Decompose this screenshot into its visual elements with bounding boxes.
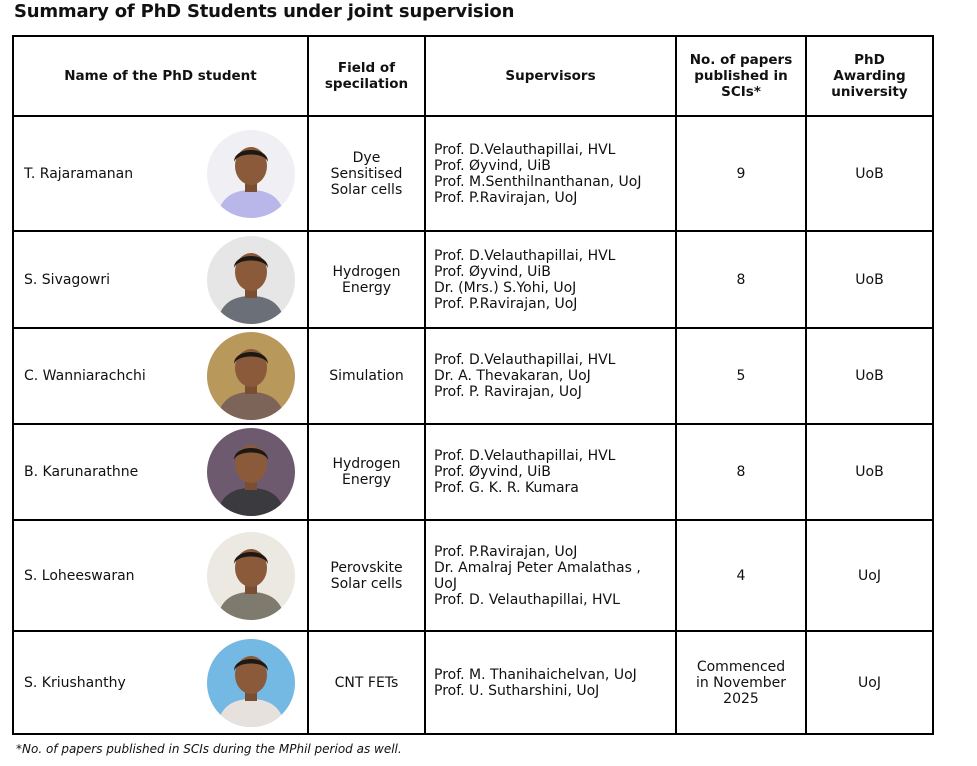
papers-cell [676,116,806,231]
papers-value: 5 [736,368,746,384]
papers-value: in November [695,674,787,691]
papers-cell [676,328,806,424]
student-name-cell [13,631,308,734]
student-name: C. Wanniarachchi [24,368,146,384]
papers-cell [676,631,806,734]
supervisor-line: Prof. P.Ravirajan, UoJ [434,189,578,206]
supervisor-line: Dr. (Mrs.) S.Yohi, UoJ [434,279,577,296]
student-portrait-icon [207,639,295,727]
supervisor-line: Prof. M. Thanihaichelvan, UoJ [434,666,637,683]
table-row [13,116,933,231]
supervisor-line: Prof. M.Senthilnanthanan, UoJ [434,173,642,190]
supervisor-line: Prof. U. Sutharshini, UoJ [434,682,600,699]
supervisors-cell [425,520,676,631]
supervisors-cell [425,424,676,520]
field-cell [308,328,425,424]
header-supervisors: Supervisors [425,36,676,116]
student-portrait-icon [207,130,295,218]
header-papers-line: published in [694,68,788,84]
supervisor-line: Dr. Amalraj Peter Amalathas , [434,559,641,576]
student-name: S. Sivagowri [24,271,110,288]
student-portrait-icon [207,236,295,324]
supervisor-line: Prof. P.Ravirajan, UoJ [434,543,578,560]
student-name: B. Karunarathne [24,464,139,480]
field-cell [308,424,425,520]
student-name-cell [13,520,308,631]
supervisor-line: Prof. D.Velauthapillai, HVL [434,448,616,464]
field-line: Simulation [329,368,404,384]
supervisor-line: Prof. Øyvind, UiB [434,263,551,280]
supervisor-line: Prof. Øyvind, UiB [434,157,551,174]
field-cell [308,631,425,734]
header-field-line: specilation [324,76,409,92]
field-line: Dye [352,149,381,166]
university-value: UoJ [858,674,881,691]
supervisors-cell [425,231,676,328]
papers-value: 8 [736,271,746,288]
footnote: *No. of papers published in SCIs during the MPhil period as well. [16,742,402,756]
supervisor-line: Prof. G. K. R. Kumara [434,480,579,496]
supervisor-line: Prof. P. Ravirajan, UoJ [434,384,582,400]
papers-value: Commenced [696,658,786,675]
phd-students-table [12,35,934,735]
student-name-cell [13,328,308,424]
papers-cell [676,231,806,328]
field-cell [308,116,425,231]
student-name: S. Loheeswaran [24,567,135,584]
field-line: CNT FETs [334,674,399,691]
field-line: Solar cells [330,181,403,198]
field-line: Perovskite [330,559,403,576]
papers-value: 9 [736,165,746,182]
header-university-line: Awarding [833,68,906,84]
header-papers-line: No. of papers [689,52,793,68]
supervisor-line: Prof. D. Velauthapillai, HVL [434,591,620,608]
table-row [13,424,933,520]
supervisors-cell [425,328,676,424]
supervisors-cell [425,116,676,231]
university-cell [806,328,933,424]
supervisor-line: Prof. D.Velauthapillai, HVL [434,352,616,368]
supervisor-line: Prof. P.Ravirajan, UoJ [434,295,578,312]
header-student-name: Name of the PhD student [13,36,308,116]
field-line: Sensitised [330,165,403,182]
university-value: UoB [855,271,884,288]
papers-value: 8 [736,464,746,480]
student-name-cell [13,424,308,520]
table-row [13,231,933,328]
table-row [13,520,933,631]
field-line: Energy [341,472,391,488]
university-cell [806,631,933,734]
student-portrait-icon [207,532,295,620]
field-cell [308,520,425,631]
university-value: UoB [855,368,884,384]
header-papers-line: SCIs* [721,84,761,100]
university-value: UoJ [858,567,881,584]
table-body [13,116,933,734]
university-value: UoB [855,464,884,480]
university-cell [806,231,933,328]
student-portrait-icon [207,332,295,420]
student-name-cell [13,116,308,231]
field-line: Solar cells [330,575,403,592]
papers-value: 4 [736,567,746,584]
field-cell [308,231,425,328]
field-line: Energy [341,279,391,296]
supervisor-line: Prof. D.Velauthapillai, HVL [434,141,616,158]
header-papers [676,36,806,116]
student-portrait-icon [207,428,295,516]
supervisor-line: Dr. A. Thevakaran, UoJ [434,368,591,384]
papers-cell [676,424,806,520]
header-university-line: PhD [854,52,885,68]
supervisors-cell [425,631,676,734]
header-university [806,36,933,116]
university-value: UoB [855,165,884,182]
header-field-line: Field of [337,60,396,76]
supervisor-line: Prof. D.Velauthapillai, HVL [434,247,616,264]
header-university-line: university [831,84,908,100]
papers-cell [676,520,806,631]
table-row [13,328,933,424]
university-cell [806,520,933,631]
student-name-cell [13,231,308,328]
papers-value: 2025 [723,690,759,707]
table-row [13,631,933,734]
header-field [308,36,425,116]
supervisor-line: UoJ [434,575,457,592]
page-title: Summary of PhD Students under joint supervision [14,1,515,22]
student-name: T. Rajaramanan [24,165,134,182]
table-header-row [13,36,933,116]
field-line: Hydrogen [332,263,401,280]
field-line: Hydrogen [332,456,401,472]
supervisor-line: Prof. Øyvind, UiB [434,464,551,480]
university-cell [806,116,933,231]
university-cell [806,424,933,520]
student-name: S. Kriushanthy [24,674,126,691]
